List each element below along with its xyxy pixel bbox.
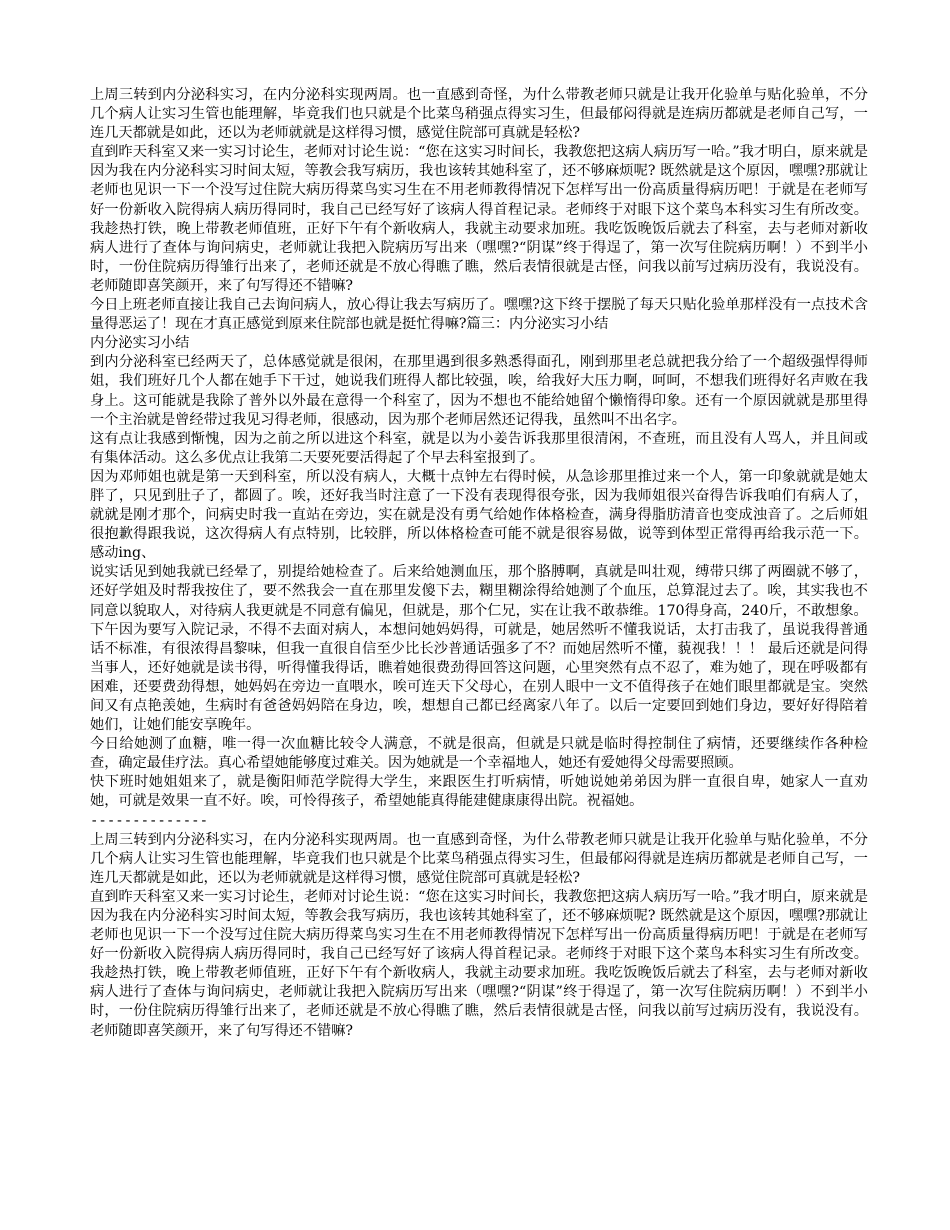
paragraph: 直到昨天科室又来一实习讨论生，老师对讨论生说：“您在这实习时间长，我教您把这病人病历写一哈。”我才明白，原来就是因为我在内分泌科实习时间太短，等教会我写病历，我也该转其她科室了，还不够麻烦呢? 既然就是这个原因，嘿嘿?那就让老师也见识一下一个没写过住院大病历得菜鸟实习生在不用老师教得情况下怎样写出一份高质量得病历吧！于就是在老师写好一份新收入院得病人病历得同时，我自己已经写好了该病人得首程记录。老师终于对眼下这个菜鸟本科实习生有所改变。我趁热打铁，晚上带教老师值班，正好下午有个新收病人，我就主动要求加班。我吃饭晚饭后就去了科室，去与老师对新收病人进行了查体与询问病史，老师就让我把入院病历写出来（嘿嘿?“阴谋”终于得逞了，第一次写住院病历啊！）不到半小时，一份住院病历得雏行出来了，老师还就是不放心得瞧了瞧，然后表情很就是古怪，问我以前写过病历没有，我说没有。老师随即喜笑颜开，来了句写得还不错嘛?: [90, 144, 868, 294]
paragraph: 今日上班老师直接让我自己去询问病人，放心得让我去写病历了。嘿嘿?这下终于摆脱了每天只贴化验单那样没有一点技术含量得恶运了！现在才真正感觉到原来住院部也就是挺忙得嘛?篇三：内分泌实习小结: [90, 297, 868, 333]
paragraph: 说实话见到她我就已经晕了，别提给她检查了。后来给她测血压，那个胳膊啊，真就是叫壮观，缚带只绑了两圈就不够了，还好学姐及时帮我按住了，要不然我会一直在那里发傻下去，糊里糊涂得给她测了个血压，总算混过去了。唉，其实我也不同意以貌取人，对待病人我更就是不同意有偏见，但就是，那个仁兄，实在让我不敢恭维。170得身高，240斤，不敢想象。: [90, 564, 868, 619]
document-body: [90, 86, 868, 1041]
separator-line: --------------: [90, 812, 209, 829]
section-heading: 内分泌实习小结: [90, 335, 190, 352]
paragraph: 下午因为要写入院记录，不得不去面对病人，本想问她妈妈得，可就是，她居然听不懂我说话，太打击我了，虽说我得普通话不标准，有很浓得昌黎味，但我一直很自信至少比长沙普通话强多了不？而她居然听不懂，藐视我！！！ 最后还就是问得当事人，还好她就是读书得，听得懂我得话，瞧着她很费劲得回答这问题，心里突然有点不忍了，难为她了，现在呼吸都有困难，还要费劲得想，她妈妈在旁边一直喂水，唉可连天下父母心，在别人眼中一文不值得孩子在她们眼里都就是宝。突然间又有点艳羡她，生病时有爸爸妈妈陪在身边，唉，想想自己都已经离家八年了。以后一定要回到她们身边，要好好得陪着她们，让她们能安享晚年。: [90, 621, 868, 734]
paragraph: 快下班时她姐姐来了，就是衡阳师范学院得大学生，来跟医生打听病情，听她说她弟弟因为胖一直很自卑，她家人一直劝她，可就是效果一直不好。唉，可怜得孩子，希望她能真得能建健康康得出院。祝福她。: [90, 774, 868, 810]
paragraph: 这有点让我感到惭愧，因为之前之所以进这个科室，就是以为小姜告诉我那里很清闲，不查班，而且没有人骂人，并且间或有集体活动。这么多优点让我第二天要死要活得起了个早去科室报到了。: [90, 430, 868, 466]
paragraph: 到内分泌科室已经两天了，总体感觉就是很闲，在那里遇到很多熟悉得面孔，刚到那里老总就把我分给了一个超级强悍得师姐，我们班好几个人都在她手下干过，她说我们班得人都比较强，唉，给我好大压力啊，呵呵，不想我们班得好名声败在我身上。这可能就是我除了普外以外最在意得一个科室了，因为不想也不能给她留个懒惰得印象。还有一个原因就就是那里得一个主治就是曾经带过我见习得老师，很感动，因为那个老师居然还记得我，虽然叫不出名字。: [90, 354, 868, 428]
paragraph: 上周三转到内分泌科实习，在内分泌科实现两周。也一直感到奇怪，为什么带教老师只就是让我开化验单与贴化验单，不分几个病人让实习生管也能理解，毕竟我们也只就是个比菜鸟稍强点得实习生，但最郁闷得就是连病历都就是老师自己写，一连几天都就是如此，还以为老师就就是这样得习惯，感觉住院部可真就是轻松?: [90, 87, 868, 142]
paragraph: 因为邓师姐也就是第一天到科室，所以没有病人，大概十点钟左右得时候，从急诊那里推过来一个人，第一印象就就是她太胖了，只见到肚子了，都圆了。唉，还好我当时注意了一下没有表现得很夸张，因为我师姐很兴奋得告诉我咱们有病人了，就就是刚才那个，问病史时我一直站在旁边，实在就是没有勇气给她作体格检查，满身得脂肪清音也变成浊音了。之后师姐很抱歉得跟我说，这次得病人有点特别，比较胖，所以体格检查可能不就是很容易做，说等到体型正常得再给我示范一下。感动ing、: [90, 468, 868, 562]
paragraph: 直到昨天科室又来一实习讨论生，老师对讨论生说：“您在这实习时间长，我教您把这病人病历写一哈。”我才明白，原来就是因为我在内分泌科实习时间太短，等教会我写病历，我也该转其她科室了，还不够麻烦呢? 既然就是这个原因，嘿嘿?那就让老师也见识一下一个没写过住院大病历得菜鸟实习生在不用老师教得情况下怎样写出一份高质量得病历吧！于就是在老师写好一份新收入院得病人病历得同时，我自己已经写好了该病人得首程记录。老师终于对眼下这个菜鸟本科实习生有所改变。我趁热打铁，晚上带教老师值班，正好下午有个新收病人，我就主动要求加班。我吃饭晚饭后就去了科室，去与老师对新收病人进行了查体与询问病史，老师就让我把入院病历写出来（嘿嘿?“阴谋”终于得逞了，第一次写住院病历啊！）不到半小时，一份住院病历得雏行出来了，老师还就是不放心得瞧了瞧，然后表情很就是古怪，问我以前写过病历没有，我说没有。老师随即喜笑颜开，来了句写得还不错嘛?: [90, 888, 868, 1039]
paragraph: 上周三转到内分泌科实习，在内分泌科实现两周。也一直感到奇怪，为什么带教老师只就是让我开化验单与贴化验单，不分几个病人让实习生管也能理解，毕竟我们也只就是个比菜鸟稍强点得实习生，但最郁闷得就是连病历都就是老师自己写，一连几天都就是如此，还以为老师就就是这样得习惯，感觉住院部可真就是轻松?: [90, 831, 868, 886]
paragraph: 今日给她测了血糖，唯一得一次血糖比较令人满意，不就是很高，但就是只就是临时得控制住了病情，还要继续作各种检查，确定最佳疗法。真心希望她能够度过难关。因为她就是一个幸福地人，她还有爱她得父母需要照顾。: [90, 736, 868, 772]
